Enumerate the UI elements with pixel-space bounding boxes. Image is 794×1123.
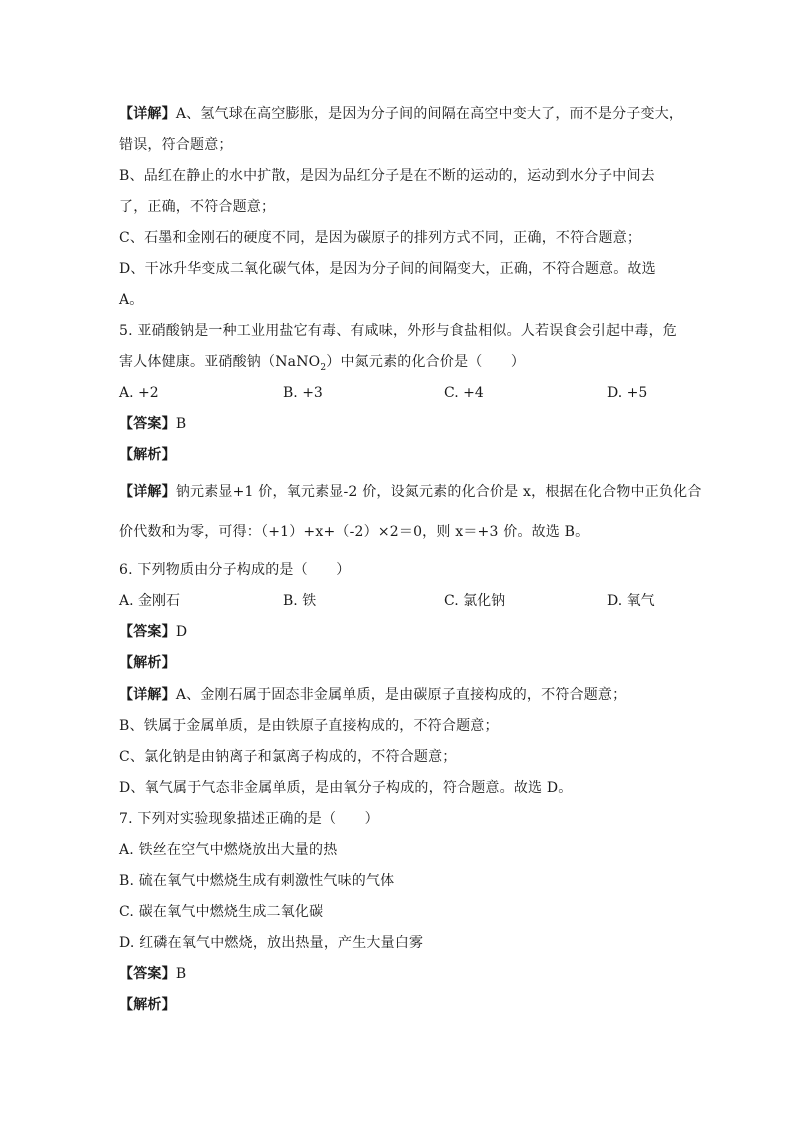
q7-option-d: D. 红磷在氧气中燃烧，放出热量，产生大量白雾 bbox=[119, 935, 424, 951]
q7-stem: 7. 下列对实验现象描述正确的是（ ） bbox=[119, 811, 379, 827]
q5-analysis-label: 【解析】 bbox=[119, 447, 176, 463]
detail-text: A、氢气球在高空膨胀，是因为分子间的间隔在高空中变大了，而不是分子变大， bbox=[175, 106, 684, 122]
q6-option-d: D. 氧气 bbox=[607, 593, 655, 609]
q5-option-d: D. +5 bbox=[607, 385, 648, 401]
q5-formula-subscript: 2 bbox=[320, 362, 327, 373]
q6-stem: 6. 下列物质由分子构成的是（ ） bbox=[119, 562, 351, 578]
q7-answer bbox=[119, 964, 186, 984]
detail-label: 【详解】 bbox=[119, 484, 176, 500]
q5-detail-line1 bbox=[119, 482, 702, 502]
q4-detail-c: C、石墨和金刚石的硬度不同，是因为碳原子的排列方式不同，正确，不符合题意； bbox=[119, 230, 642, 246]
q6-option-a: A. 金刚石 bbox=[119, 593, 181, 609]
q7-analysis-label: 【解析】 bbox=[119, 997, 176, 1013]
q5-option-b: B. +3 bbox=[283, 385, 323, 401]
detail-text: A、金刚石属于固态非金属单质，是由碳原子直接构成的，不符合题意； bbox=[175, 687, 627, 703]
q5-stem-line1: 5. 亚硝酸钠是一种工业用盐它有毒、有咸味，外形与食盐相似。人若误食会引起中毒，危 bbox=[119, 323, 678, 339]
q7-option-c: C. 碳在氧气中燃烧生成二氧化碳 bbox=[119, 904, 324, 920]
q6-answer bbox=[119, 622, 187, 642]
answer-value: B bbox=[175, 416, 187, 432]
q6-analysis-label: 【解析】 bbox=[119, 655, 176, 671]
q4-detail-a bbox=[119, 104, 683, 124]
answer-value: D bbox=[175, 624, 188, 640]
q5-detail-line2: 价代数和为零，可得：（+1）+x+（-2）×2＝0，则 x＝+3 价。故选 B。 bbox=[119, 524, 590, 540]
q4-detail-b: B、品红在静止的水中扩散，是因为品红分子是在不断的运动的，运动到水分子中间去 bbox=[119, 168, 655, 184]
answer-label: 【答案】 bbox=[119, 624, 176, 640]
q5-stem-part1: 害人体健康。亚硝酸钠（NaNO bbox=[119, 354, 321, 370]
detail-label: 【详解】 bbox=[119, 687, 176, 703]
q5-answer bbox=[119, 414, 186, 434]
answer-label: 【答案】 bbox=[119, 416, 176, 432]
q6-detail-c: C、氯化钠是由钠离子和氯离子构成的，不符合题意； bbox=[119, 749, 457, 765]
q5-stem-part2: ）中氮元素的化合价是（ ） bbox=[326, 354, 526, 370]
q6-detail-d: D、氧气属于气态非金属单质，是由氧分子构成的，符合题意。故选 D。 bbox=[119, 780, 573, 796]
answer-label: 【答案】 bbox=[119, 966, 176, 982]
q6-option-c: C. 氯化钠 bbox=[444, 593, 506, 609]
q6-detail-a bbox=[119, 685, 626, 705]
q4-detail-b-cont: 了，正确，不符合题意； bbox=[119, 199, 276, 215]
q4-detail-d: D、干冰升华变成二氧化碳气体，是因为分子间的间隔变大，正确，不符合题意。故选 bbox=[119, 261, 656, 277]
q6-detail-b: B、铁属于金属单质，是由铁原子直接构成的，不符合题意； bbox=[119, 718, 499, 734]
answer-value: B bbox=[175, 966, 187, 982]
q7-option-a: A. 铁丝在空气中燃烧放出大量的热 bbox=[119, 842, 338, 858]
q5-stem-line2 bbox=[119, 352, 525, 372]
q4-detail-a-cont: 错误，符合题意； bbox=[119, 137, 233, 153]
q4-conclusion: A。 bbox=[119, 292, 144, 308]
detail-text: 钠元素显+1 价，氧元素显-2 价，设氮元素的化合价是 x，根据在化合物中正负化合 bbox=[175, 484, 702, 500]
q7-option-b: B. 硫在氧气中燃烧生成有刺激性气味的气体 bbox=[119, 873, 395, 889]
q5-option-c: C. +4 bbox=[444, 385, 484, 401]
q6-option-b: B. 铁 bbox=[283, 593, 317, 609]
detail-label: 【详解】 bbox=[119, 106, 176, 122]
q5-option-a: A. +2 bbox=[119, 385, 159, 401]
